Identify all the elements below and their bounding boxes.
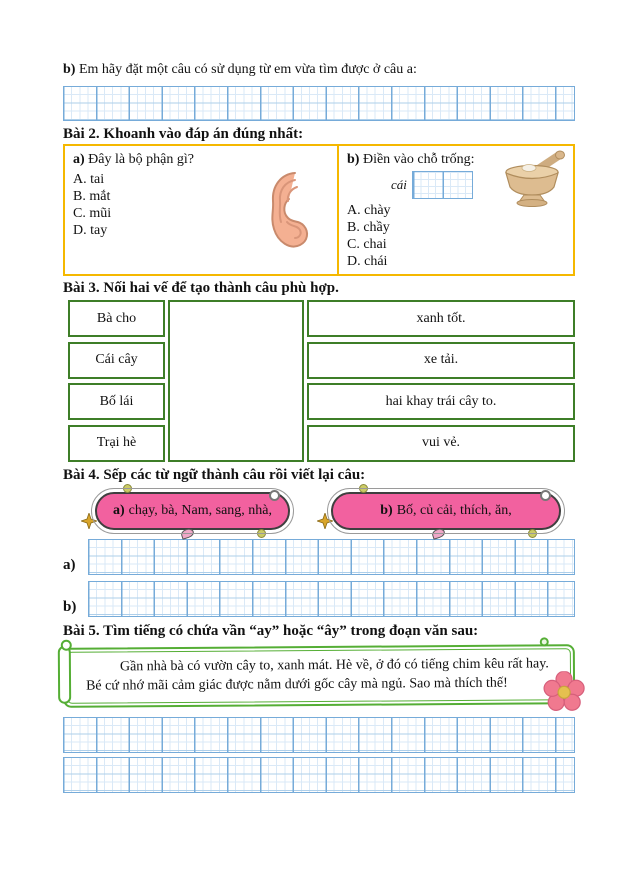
match-left-column <box>68 300 165 462</box>
banner-a-words: chạy, bà, Nam, sang, nhà, <box>128 503 272 518</box>
star-icon <box>81 513 97 534</box>
bai2-column-b <box>339 146 573 274</box>
bai4-word-banners <box>63 492 575 530</box>
bai2a-option-b[interactable]: B. mắt <box>73 189 111 204</box>
banner-a-label: a) <box>113 503 125 518</box>
flower-icon <box>543 671 585 718</box>
intro-line <box>63 61 575 79</box>
bai2b-option-b[interactable]: B. chầy <box>347 220 390 235</box>
match-right-column <box>307 300 575 462</box>
bai5-passage-inner <box>67 648 571 704</box>
writing-grid-bottom-2[interactable] <box>63 757 575 793</box>
intro-label: b) <box>63 62 76 77</box>
bai2a-option-d[interactable]: D. tay <box>73 223 108 238</box>
bai2-column-a <box>65 146 339 274</box>
match-middle-box[interactable] <box>168 300 304 462</box>
intro-text: Em hãy đặt một câu có sử dụng từ em vừa tìm được ở câu a: <box>78 62 417 77</box>
bai2-title: Bài 2. Khoanh vào đáp án đúng nhất: <box>63 126 304 142</box>
bai4-answer-row-b <box>63 581 575 617</box>
bai4-answer-row-a <box>63 539 575 575</box>
decorative-dot <box>123 484 132 493</box>
bai3-title: Bài 3. Nối hai vế để tạo thành câu phù hợp. <box>63 280 339 296</box>
ear-icon <box>267 170 321 257</box>
answer-label-a: a) <box>63 557 76 573</box>
writing-grid-a[interactable] <box>88 539 575 575</box>
match-right-cell-4[interactable]: vui vẻ. <box>307 425 575 462</box>
word-banner-b <box>331 492 561 530</box>
answer-label-b: b) <box>63 599 77 615</box>
clip-circle-icon <box>540 490 551 501</box>
match-right-cell-3[interactable]: hai khay trái cây to. <box>307 383 575 420</box>
bai5-passage-text: Gần nhà bà có vườn cây to, xanh mát. Hè về, ở đó có tiếng chim kêu rất hay. Bé cứ nhớ mãi cảm giác được nằm dưới gốc cây mà ngủ. Sao mà thích thế! <box>86 656 549 694</box>
bai5-title: Bài 5. Tìm tiếng có chứa vần “ay” hoặc “ây” trong đoạn văn sau: <box>63 623 479 639</box>
bai2a-option-a[interactable]: A. tai <box>73 172 105 187</box>
decorative-dot <box>257 529 266 538</box>
bai2b-question-text: Điền vào chỗ trống: <box>362 152 475 167</box>
bai2b-option-c[interactable]: C. chai <box>347 237 387 252</box>
bai2b-option-d[interactable]: D. chái <box>347 254 388 269</box>
bai4-title: Bài 4. Sếp các từ ngữ thành câu rồi viết lại câu: <box>63 467 366 483</box>
decorative-dot <box>359 484 368 493</box>
bai3-match-table <box>63 300 575 462</box>
writing-grid-bottom-1[interactable] <box>63 717 575 753</box>
bai2-question-box <box>63 144 575 276</box>
bai2b-question-label: b) <box>347 152 360 167</box>
star-icon <box>317 513 333 534</box>
petal-icon <box>431 527 446 540</box>
green-dot-icon <box>540 637 549 646</box>
bai2a-question-text: Đây là bộ phận gì? <box>88 152 194 167</box>
decorative-dot <box>528 529 537 538</box>
match-right-cell-2[interactable]: xe tải. <box>307 342 575 379</box>
bai2b-hint-word: cái <box>391 177 407 192</box>
match-left-cell-4[interactable]: Trại hè <box>68 425 165 462</box>
banner-b-words: Bố, củ cải, thích, ăn, <box>396 503 512 518</box>
writing-grid-b[interactable] <box>88 581 575 617</box>
banner-b-label: b) <box>380 503 393 518</box>
clip-circle-icon <box>269 490 280 501</box>
bai2a-question-label: a) <box>73 152 85 167</box>
petal-icon <box>180 527 195 540</box>
bai2a-question <box>73 151 329 169</box>
match-left-cell-1[interactable]: Bà cho <box>68 300 165 337</box>
bai2b-option-a[interactable]: A. chày <box>347 203 391 218</box>
worksheet-content <box>63 61 575 793</box>
bai5-answer-grids <box>63 717 575 793</box>
match-right-cell-1[interactable]: xanh tốt. <box>307 300 575 337</box>
scroll-curl-icon <box>58 646 71 704</box>
match-left-cell-3[interactable]: Bố lái <box>68 383 165 420</box>
word-banner-a <box>95 492 290 530</box>
bai2a-option-c[interactable]: C. mũi <box>73 206 112 221</box>
match-left-cell-2[interactable]: Cái cây <box>68 342 165 379</box>
mortar-pestle-icon <box>501 150 567 213</box>
bai2b-answer-grid[interactable] <box>412 171 473 199</box>
writing-grid-intro[interactable] <box>63 86 575 121</box>
bai5-passage-box <box>63 644 575 708</box>
